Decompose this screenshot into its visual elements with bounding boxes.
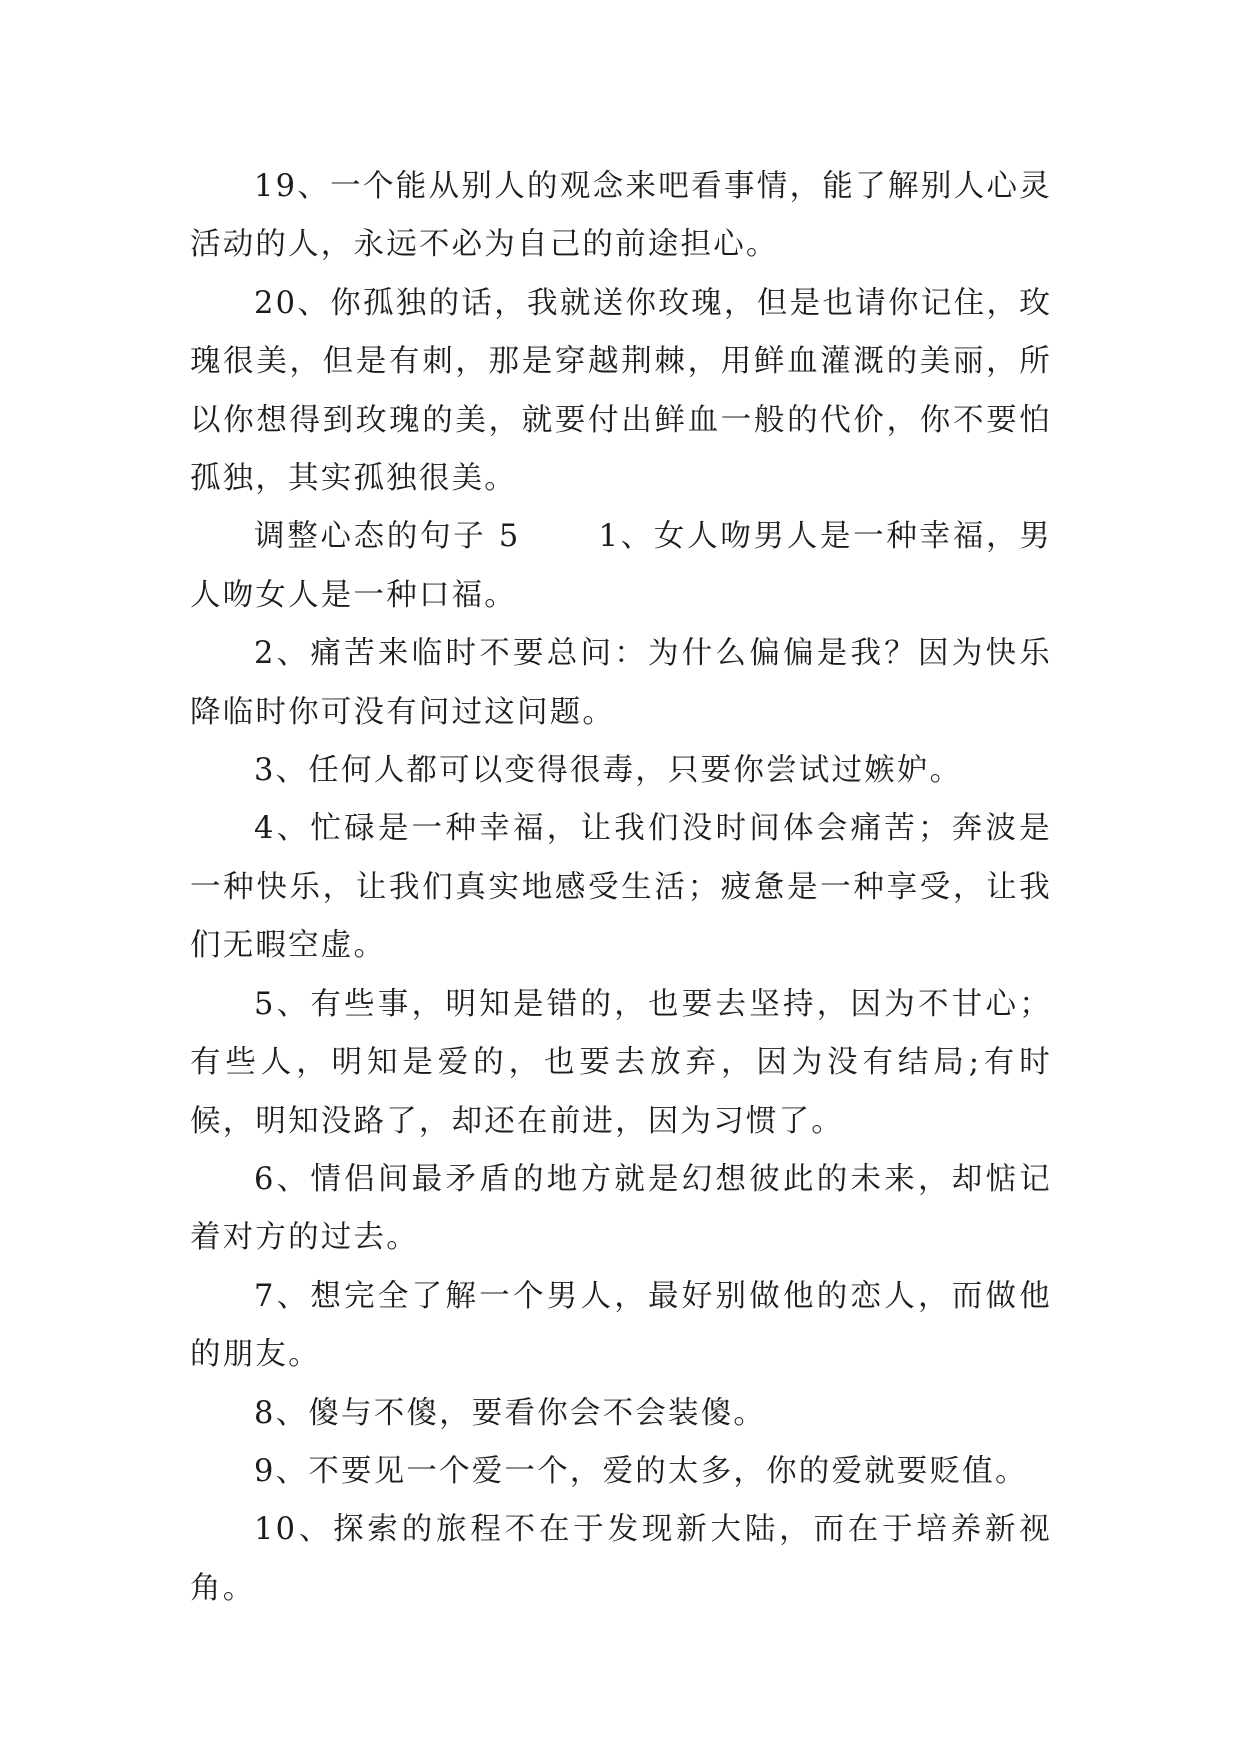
paragraph-19: 19、一个能从别人的观念来吧看事情，能了解别人心灵活动的人，永远不必为自己的前途担心。 [190, 169, 1052, 263]
item-3: 3、任何人都可以变得很毒，只要你尝试过嫉妒。 [254, 753, 963, 789]
item-7: 7、想完全了解一个男人，最好别做他的恋人，而做他的朋友。 [190, 1278, 1052, 1373]
section-heading: 调整心态的句子 5 [254, 519, 521, 555]
paragraph-20: 20、你孤独的话，我就送你玫瑰，但是也请你记住，玫瑰很美，但是有刺，那是穿越荆棘，用鲜血灌溉的美丽，所以你想得到玫瑰的美，就要付出鲜血一般的代价，你不要怕孤独，其实孤独很美。 [190, 285, 1052, 497]
item-9: 9、不要见一个爱一个，爱的太多，你的爱就要贬值。 [254, 1453, 1028, 1489]
item-1: 1、女人吻男人是一种幸福，男人吻女人是一种口福。 [190, 519, 1052, 613]
item-10: 10、探索的旅程不在于发现新大陆，而在于培养新视角。 [190, 1512, 1052, 1606]
item-6: 6、情侣间最矛盾的地方就是幻想彼此的未来，却惦记着对方的过去。 [190, 1161, 1052, 1256]
section-paragraph [190, 508, 1052, 625]
item-5: 5、有些事，明知是错的，也要去坚持，因为不甘心；有些人，明知是爱的，也要去放弃，因为没有结局;有时候，明知没路了，却还在前进，因为习惯了。 [190, 986, 1052, 1139]
document-body [190, 158, 1052, 1618]
item-4: 4、忙碌是一种幸福，让我们没时间体会痛苦；奔波是一种快乐，让我们真实地感受生活；疲惫是一种享受，让我们无暇空虚。 [190, 811, 1052, 964]
item-8: 8、傻与不傻，要看你会不会装傻。 [254, 1395, 767, 1431]
item-2: 2、痛苦来临时不要总问：为什么偏偏是我？因为快乐降临时你可没有问过这问题。 [190, 636, 1052, 730]
